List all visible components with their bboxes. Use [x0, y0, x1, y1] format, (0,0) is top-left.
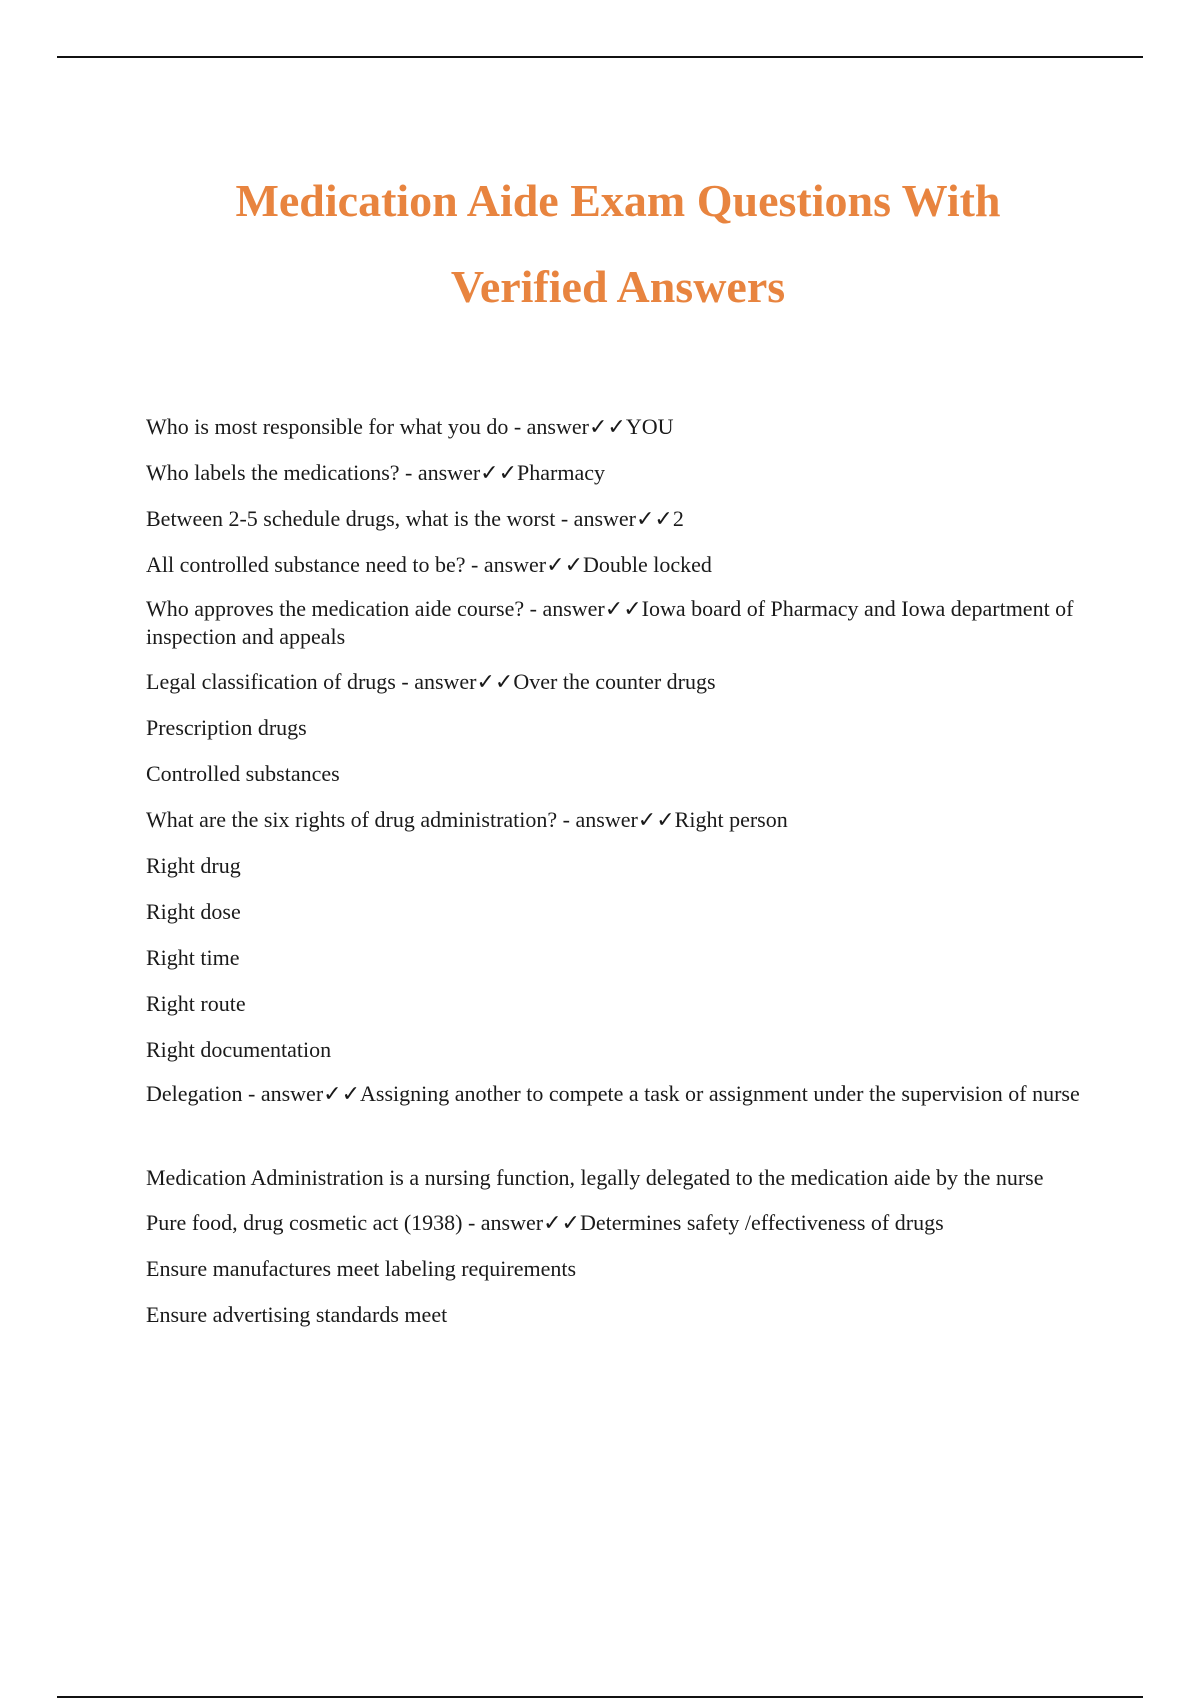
list-item: Right route: [146, 991, 246, 1016]
list-item: Prescription drugs: [146, 715, 307, 740]
title-line-1: Medication Aide Exam Questions With: [235, 175, 1001, 226]
qa-entry: Pure food, drug cosmetic act (1938) - answer✓✓Determines safety /effectiveness of drugs: [146, 1210, 944, 1235]
qa-entry: Legal classification of drugs - answer✓✓Over the counter drugs: [146, 669, 716, 694]
top-rule: [57, 56, 1143, 58]
qa-entry: What are the six rights of drug administration? - answer✓✓Right person: [146, 807, 788, 832]
title-line-2: Verified Answers: [450, 261, 786, 312]
list-item: Controlled substances: [146, 761, 340, 786]
qa-entry: Between 2-5 schedule drugs, what is the worst - answer✓✓2: [146, 506, 684, 531]
qa-entry: Who is most responsible for what you do - answer✓✓YOU: [146, 414, 674, 439]
bottom-rule: [57, 1696, 1143, 1698]
document-body: [146, 411, 1096, 1345]
statement-entry: Medication Administration is a nursing function, legally delegated to the medication aide by the nurse: [146, 1165, 1044, 1190]
list-item: Right drug: [146, 853, 241, 878]
qa-entry: Delegation - answer✓✓Assigning another to compete a task or assignment under the supervision of nurse: [146, 1081, 1080, 1106]
list-item: Right dose: [146, 899, 241, 924]
page-title: [0, 158, 1200, 330]
list-item: Right documentation: [146, 1037, 332, 1062]
qa-entry: Who labels the medications? - answer✓✓Pharmacy: [146, 460, 605, 485]
qa-entry: All controlled substance need to be? - answer✓✓Double locked: [146, 552, 712, 577]
list-item: Ensure advertising standards meet: [146, 1302, 448, 1327]
qa-entry: Who approves the medication aide course? - answer✓✓Iowa board of Pharmacy and Iowa department of inspection and appeals: [146, 596, 1074, 649]
list-item: Right time: [146, 945, 240, 970]
list-item: Ensure manufactures meet labeling requirements: [146, 1256, 577, 1281]
